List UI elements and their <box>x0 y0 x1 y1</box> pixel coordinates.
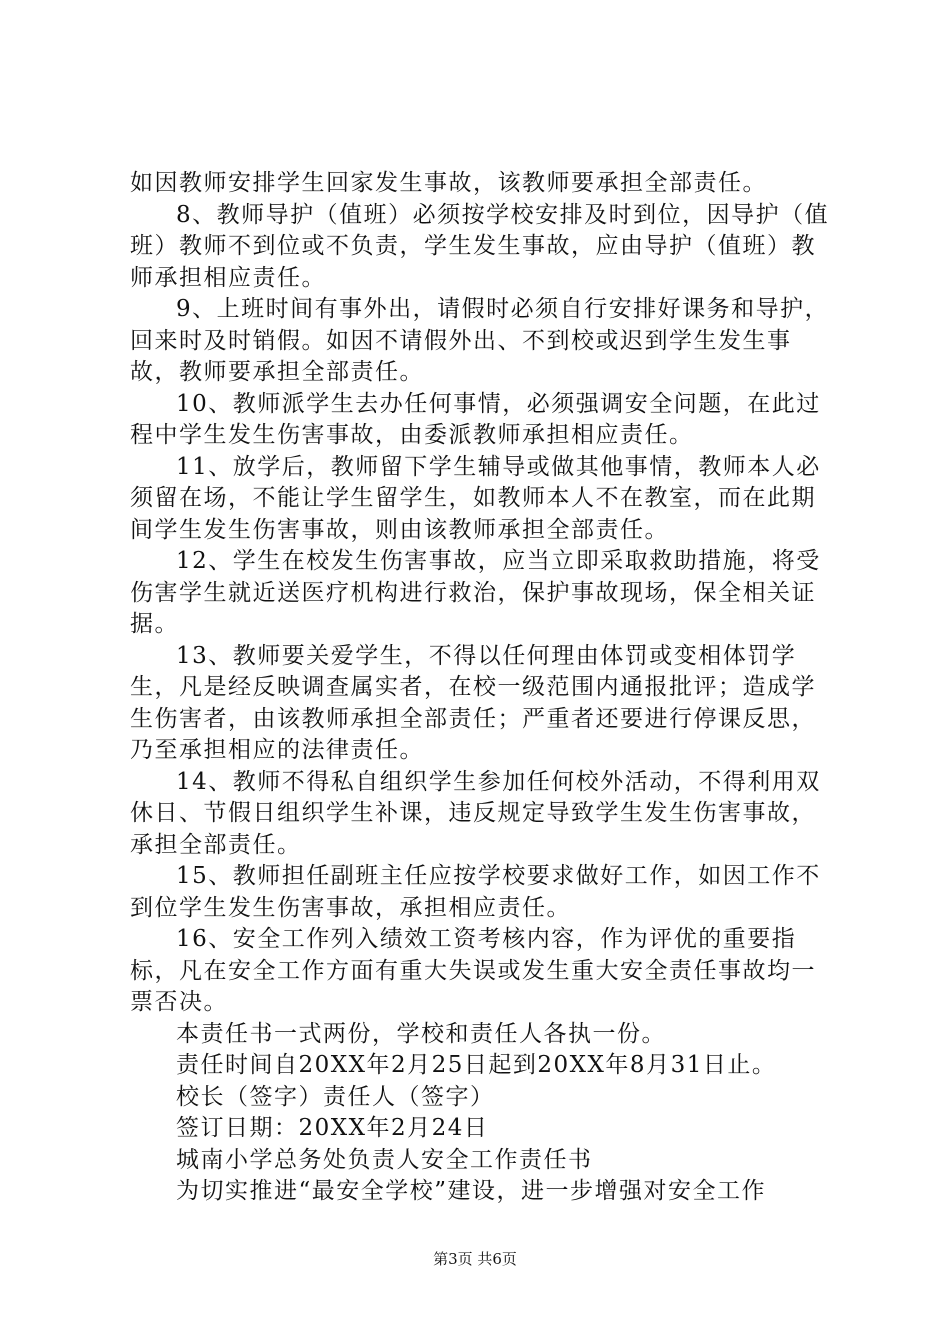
paragraph-item-12: 12、学生在校发生伤害事故，应当立即采取救助措施，将受伤害学生就近送医疗机构进行救治，保护事故现场，保全相关证据。 <box>130 548 821 637</box>
signing-date: 签订日期：20XX年2月24日 <box>176 1115 489 1141</box>
paragraph-item-16: 16、安全工作列入绩效工资考核内容，作为评优的重要指标，凡在安全工作方面有重大失误或发生重大安全责任事故均一票否决。 <box>130 926 816 1015</box>
paragraph-item-10: 10、教师派学生去办任何事情，必须强调安全问题，在此过程中学生发生伤害事故，由委派教师承担相应责任。 <box>130 390 821 448</box>
paragraph-item-14: 14、教师不得私自组织学生参加任何校外活动，不得利用双休日、节假日组织学生补课，违反规定导致学生发生伤害事故，承担全部责任。 <box>130 768 821 858</box>
next-document-title: 城南小学总务处负责人安全工作责任书 <box>176 1146 593 1173</box>
copies-note: 本责任书一式两份，学校和责任人各执一份。 <box>176 1020 666 1047</box>
paragraph-item-8: 8、教师导护（值班）必须按学校安排及时到位，因导护（值班）教师不到位或不负责，学生发生事故，应由导护（值班）教师承担相应责任。 <box>130 201 830 291</box>
page-number-footer: 第3页 共6页 <box>433 1250 517 1268</box>
next-document-intro: 为切实推进“最安全学校”建设，进一步增强对安全工作 <box>176 1178 767 1204</box>
paragraph-item-13: 13、教师要关爱学生，不得以任何理由体罚或变相体罚学生，凡是经反映调查属实者，在校一级范围内通报批评；造成学生伤害者，由该教师承担全部责任；严重者还要进行停课反思，乃至承担相应的法律责任。 <box>130 642 816 763</box>
paragraph-item-9: 9、上班时间有事外出，请假时必须自行安排好课务和导护，回来时及时销假。如因不请假外出、不到校或迟到学生发生事故，教师要承担全部责任。 <box>130 296 830 385</box>
responsibility-period: 责任时间自20XX年2月25日起到20XX年8月31日止。 <box>176 1052 777 1078</box>
paragraph-item-11: 11、放学后，教师留下学生辅导或做其他事情，教师本人必须留在场，不能让学生留学生，如教师本人不在教室，而在此期间学生发生伤害事故，则由该教师承担全部责任。 <box>130 453 821 543</box>
paragraph-continuation: 如因教师安排学生回家发生事故，该教师要承担全部责任。 <box>130 170 767 196</box>
body-text <box>130 168 832 1208</box>
signature-line: 校长（签字）责任人（签字） <box>176 1083 495 1110</box>
paragraph-item-15: 15、教师担任副班主任应按学校要求做好工作，如因工作不到位学生发生伤害事故，承担相应责任。 <box>130 863 821 921</box>
